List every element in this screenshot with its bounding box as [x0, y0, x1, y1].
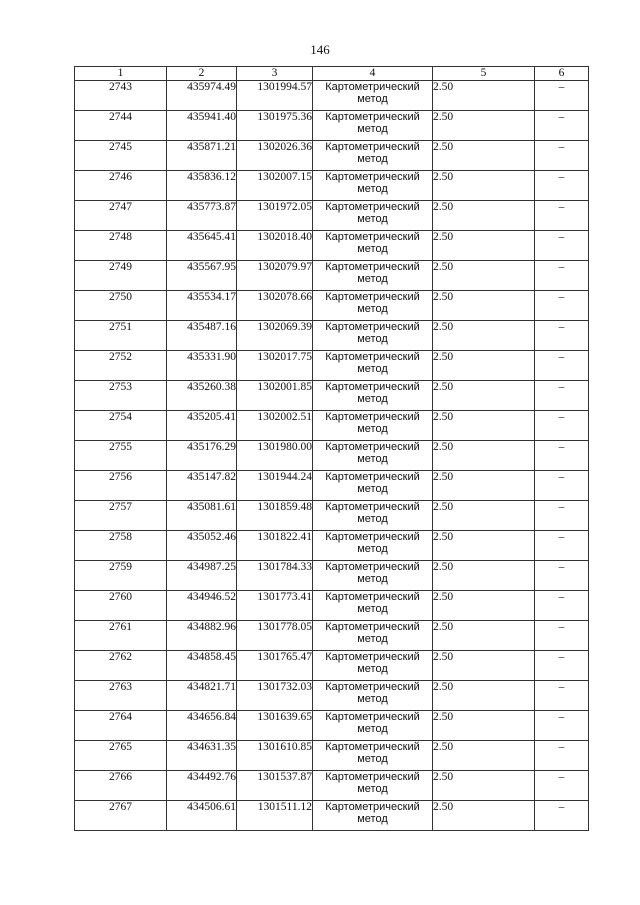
point-number-cell: 2753 [75, 381, 167, 411]
table-row [75, 111, 589, 141]
method-line-2: метод [357, 693, 388, 705]
coordinate-x-cell: 435836.12 [167, 171, 237, 201]
accuracy-cell: 2.50 [433, 801, 535, 831]
coordinate-x-cell: 434946.52 [167, 591, 237, 621]
method-line-2: метод [357, 813, 388, 825]
coordinate-y-cell: 1301765.47 [237, 651, 313, 681]
method-line-2: метод [357, 663, 388, 675]
accuracy-cell: 2.50 [433, 681, 535, 711]
method-line-1: Картометрический [325, 681, 420, 693]
extra-cell: – [535, 321, 589, 351]
method-cell [313, 801, 433, 831]
method-line-2: метод [357, 783, 388, 795]
coordinate-y-cell: 1301639.65 [237, 711, 313, 741]
method-line-2: метод [357, 123, 388, 135]
method-line-2: метод [357, 303, 388, 315]
table-row [75, 351, 589, 381]
coordinate-x-cell: 434506.61 [167, 801, 237, 831]
column-header-3: 3 [237, 67, 313, 81]
coordinate-x-cell: 435052.46 [167, 531, 237, 561]
method-line-1: Картометрический [325, 111, 420, 123]
method-line-2: метод [357, 483, 388, 495]
method-line-1: Картометрический [325, 741, 420, 753]
extra-cell: – [535, 681, 589, 711]
coordinate-x-cell: 435567.95 [167, 261, 237, 291]
extra-cell: – [535, 381, 589, 411]
coordinate-y-cell: 1301610.85 [237, 741, 313, 771]
extra-cell: – [535, 801, 589, 831]
extra-cell: – [535, 591, 589, 621]
method-cell [313, 81, 433, 111]
extra-cell: – [535, 231, 589, 261]
method-cell [313, 441, 433, 471]
coordinate-y-cell: 1302018.40 [237, 231, 313, 261]
table-row [75, 231, 589, 261]
accuracy-cell: 2.50 [433, 351, 535, 381]
method-line-1: Картометрический [325, 201, 420, 213]
method-cell [313, 261, 433, 291]
table-row [75, 411, 589, 441]
method-cell [313, 351, 433, 381]
coordinate-x-cell: 435487.16 [167, 321, 237, 351]
method-line-1: Картометрический [325, 411, 420, 423]
accuracy-cell: 2.50 [433, 561, 535, 591]
method-line-1: Картометрический [325, 321, 420, 333]
coordinate-y-cell: 1301511.12 [237, 801, 313, 831]
extra-cell: – [535, 81, 589, 111]
point-number-cell: 2765 [75, 741, 167, 771]
method-cell [313, 291, 433, 321]
point-number-cell: 2761 [75, 621, 167, 651]
coordinate-y-cell: 1301778.05 [237, 621, 313, 651]
point-number-cell: 2767 [75, 801, 167, 831]
table-row [75, 291, 589, 321]
accuracy-cell: 2.50 [433, 111, 535, 141]
coordinate-y-cell: 1301784.33 [237, 561, 313, 591]
method-line-2: метод [357, 543, 388, 555]
point-number-cell: 2747 [75, 201, 167, 231]
table-row [75, 621, 589, 651]
coordinate-y-cell: 1302026.36 [237, 141, 313, 171]
coordinate-x-cell: 434882.96 [167, 621, 237, 651]
coordinate-y-cell: 1301980.00 [237, 441, 313, 471]
method-line-2: метод [357, 513, 388, 525]
method-cell [313, 561, 433, 591]
method-line-2: метод [357, 453, 388, 465]
method-line-1: Картометрический [325, 291, 420, 303]
column-header-4: 4 [313, 67, 433, 81]
method-line-1: Картометрический [325, 171, 420, 183]
coordinate-y-cell: 1302017.75 [237, 351, 313, 381]
point-number-cell: 2750 [75, 291, 167, 321]
table-row [75, 561, 589, 591]
extra-cell: – [535, 111, 589, 141]
accuracy-cell: 2.50 [433, 81, 535, 111]
extra-cell: – [535, 171, 589, 201]
point-number-cell: 2764 [75, 711, 167, 741]
method-line-2: метод [357, 753, 388, 765]
table-row [75, 141, 589, 171]
coordinate-x-cell: 434631.35 [167, 741, 237, 771]
coordinate-y-cell: 1302007.15 [237, 171, 313, 201]
method-cell [313, 651, 433, 681]
extra-cell: – [535, 471, 589, 501]
method-line-2: метод [357, 213, 388, 225]
coordinate-x-cell: 435941.40 [167, 111, 237, 141]
coordinate-y-cell: 1301773.41 [237, 591, 313, 621]
method-line-1: Картометрический [325, 621, 420, 633]
accuracy-cell: 2.50 [433, 501, 535, 531]
extra-cell: – [535, 351, 589, 381]
point-number-cell: 2762 [75, 651, 167, 681]
table-row [75, 591, 589, 621]
method-line-2: метод [357, 333, 388, 345]
coordinate-y-cell: 1301859.48 [237, 501, 313, 531]
accuracy-cell: 2.50 [433, 171, 535, 201]
method-line-2: метод [357, 603, 388, 615]
point-number-cell: 2766 [75, 771, 167, 801]
accuracy-cell: 2.50 [433, 711, 535, 741]
method-line-1: Картометрический [325, 261, 420, 273]
extra-cell: – [535, 441, 589, 471]
method-line-1: Картометрический [325, 501, 420, 513]
extra-cell: – [535, 501, 589, 531]
coordinate-y-cell: 1302069.39 [237, 321, 313, 351]
coordinate-x-cell: 434492.76 [167, 771, 237, 801]
point-number-cell: 2760 [75, 591, 167, 621]
point-number-cell: 2757 [75, 501, 167, 531]
page-number: 146 [310, 42, 330, 57]
coordinates-table [74, 66, 589, 831]
coordinate-y-cell: 1302001.85 [237, 381, 313, 411]
method-line-2: метод [357, 243, 388, 255]
point-number-cell: 2758 [75, 531, 167, 561]
method-line-1: Картометрический [325, 771, 420, 783]
accuracy-cell: 2.50 [433, 261, 535, 291]
method-line-2: метод [357, 423, 388, 435]
method-line-1: Картометрический [325, 381, 420, 393]
coordinate-x-cell: 434858.45 [167, 651, 237, 681]
table-row [75, 81, 589, 111]
point-number-cell: 2751 [75, 321, 167, 351]
method-cell [313, 201, 433, 231]
point-number-cell: 2743 [75, 81, 167, 111]
method-line-1: Картометрический [325, 711, 420, 723]
coordinate-y-cell: 1301944.24 [237, 471, 313, 501]
extra-cell: – [535, 711, 589, 741]
method-line-2: метод [357, 363, 388, 375]
table-row [75, 771, 589, 801]
coordinate-x-cell: 435081.61 [167, 501, 237, 531]
extra-cell: – [535, 651, 589, 681]
coordinate-y-cell: 1301975.36 [237, 111, 313, 141]
table-row [75, 471, 589, 501]
method-cell [313, 771, 433, 801]
coordinate-x-cell: 435871.21 [167, 141, 237, 171]
table-row [75, 501, 589, 531]
accuracy-cell: 2.50 [433, 471, 535, 501]
method-line-1: Картометрический [325, 441, 420, 453]
method-line-2: метод [357, 393, 388, 405]
coordinate-x-cell: 434987.25 [167, 561, 237, 591]
coordinate-y-cell: 1301732.03 [237, 681, 313, 711]
extra-cell: – [535, 621, 589, 651]
point-number-cell: 2756 [75, 471, 167, 501]
method-line-1: Картометрический [325, 591, 420, 603]
table-row [75, 261, 589, 291]
method-cell [313, 741, 433, 771]
point-number-cell: 2748 [75, 231, 167, 261]
accuracy-cell: 2.50 [433, 591, 535, 621]
table-row [75, 321, 589, 351]
column-header-6: 6 [535, 67, 589, 81]
method-cell [313, 471, 433, 501]
method-line-1: Картометрический [325, 231, 420, 243]
point-number-cell: 2749 [75, 261, 167, 291]
table-row [75, 381, 589, 411]
method-line-2: метод [357, 633, 388, 645]
extra-cell: – [535, 411, 589, 441]
extra-cell: – [535, 531, 589, 561]
point-number-cell: 2755 [75, 441, 167, 471]
point-number-cell: 2744 [75, 111, 167, 141]
coordinate-x-cell: 435773.87 [167, 201, 237, 231]
extra-cell: – [535, 561, 589, 591]
column-header-1: 1 [75, 67, 167, 81]
point-number-cell: 2752 [75, 351, 167, 381]
method-cell [313, 591, 433, 621]
method-cell [313, 141, 433, 171]
method-cell [313, 171, 433, 201]
method-line-2: метод [357, 273, 388, 285]
accuracy-cell: 2.50 [433, 651, 535, 681]
point-number-cell: 2763 [75, 681, 167, 711]
method-line-1: Картометрический [325, 561, 420, 573]
coordinate-x-cell: 435974.49 [167, 81, 237, 111]
coordinate-x-cell: 435331.90 [167, 351, 237, 381]
table-row [75, 681, 589, 711]
accuracy-cell: 2.50 [433, 231, 535, 261]
accuracy-cell: 2.50 [433, 141, 535, 171]
method-cell [313, 711, 433, 741]
method-line-2: метод [357, 573, 388, 585]
accuracy-cell: 2.50 [433, 381, 535, 411]
coordinate-x-cell: 434656.84 [167, 711, 237, 741]
accuracy-cell: 2.50 [433, 771, 535, 801]
accuracy-cell: 2.50 [433, 741, 535, 771]
table-row [75, 531, 589, 561]
method-cell [313, 681, 433, 711]
method-cell [313, 411, 433, 441]
method-line-1: Картометрический [325, 801, 420, 813]
extra-cell: – [535, 261, 589, 291]
accuracy-cell: 2.50 [433, 201, 535, 231]
coordinate-y-cell: 1302002.51 [237, 411, 313, 441]
method-line-2: метод [357, 93, 388, 105]
method-cell [313, 501, 433, 531]
point-number-cell: 2754 [75, 411, 167, 441]
method-line-1: Картометрический [325, 81, 420, 93]
table-row [75, 711, 589, 741]
method-cell [313, 531, 433, 561]
method-line-1: Картометрический [325, 531, 420, 543]
column-header-2: 2 [167, 67, 237, 81]
table-row [75, 651, 589, 681]
method-cell [313, 111, 433, 141]
accuracy-cell: 2.50 [433, 441, 535, 471]
table-row [75, 171, 589, 201]
table-row [75, 741, 589, 771]
accuracy-cell: 2.50 [433, 321, 535, 351]
coordinate-y-cell: 1301822.41 [237, 531, 313, 561]
method-line-2: метод [357, 153, 388, 165]
method-cell [313, 381, 433, 411]
accuracy-cell: 2.50 [433, 291, 535, 321]
method-line-1: Картометрический [325, 471, 420, 483]
coordinate-x-cell: 435205.41 [167, 411, 237, 441]
coordinate-y-cell: 1301972.05 [237, 201, 313, 231]
coordinate-y-cell: 1301537.87 [237, 771, 313, 801]
method-line-1: Картометрический [325, 141, 420, 153]
extra-cell: – [535, 291, 589, 321]
point-number-cell: 2745 [75, 141, 167, 171]
table-row [75, 201, 589, 231]
coordinate-y-cell: 1302079.97 [237, 261, 313, 291]
coordinate-y-cell: 1301994.57 [237, 81, 313, 111]
extra-cell: – [535, 741, 589, 771]
method-cell [313, 321, 433, 351]
method-line-1: Картометрический [325, 351, 420, 363]
coordinate-x-cell: 435176.29 [167, 441, 237, 471]
method-cell [313, 231, 433, 261]
extra-cell: – [535, 771, 589, 801]
coordinate-x-cell: 435534.17 [167, 291, 237, 321]
table-header-row [75, 67, 589, 81]
accuracy-cell: 2.50 [433, 531, 535, 561]
coordinate-x-cell: 435147.82 [167, 471, 237, 501]
table-row [75, 441, 589, 471]
point-number-cell: 2746 [75, 171, 167, 201]
method-line-2: метод [357, 183, 388, 195]
extra-cell: – [535, 201, 589, 231]
coordinate-x-cell: 434821.71 [167, 681, 237, 711]
extra-cell: – [535, 141, 589, 171]
accuracy-cell: 2.50 [433, 411, 535, 441]
accuracy-cell: 2.50 [433, 621, 535, 651]
coordinate-y-cell: 1302078.66 [237, 291, 313, 321]
table-row [75, 801, 589, 831]
coordinate-x-cell: 435645.41 [167, 231, 237, 261]
method-line-2: метод [357, 723, 388, 735]
point-number-cell: 2759 [75, 561, 167, 591]
method-cell [313, 621, 433, 651]
column-header-5: 5 [433, 67, 535, 81]
method-line-1: Картометрический [325, 651, 420, 663]
coordinate-x-cell: 435260.38 [167, 381, 237, 411]
